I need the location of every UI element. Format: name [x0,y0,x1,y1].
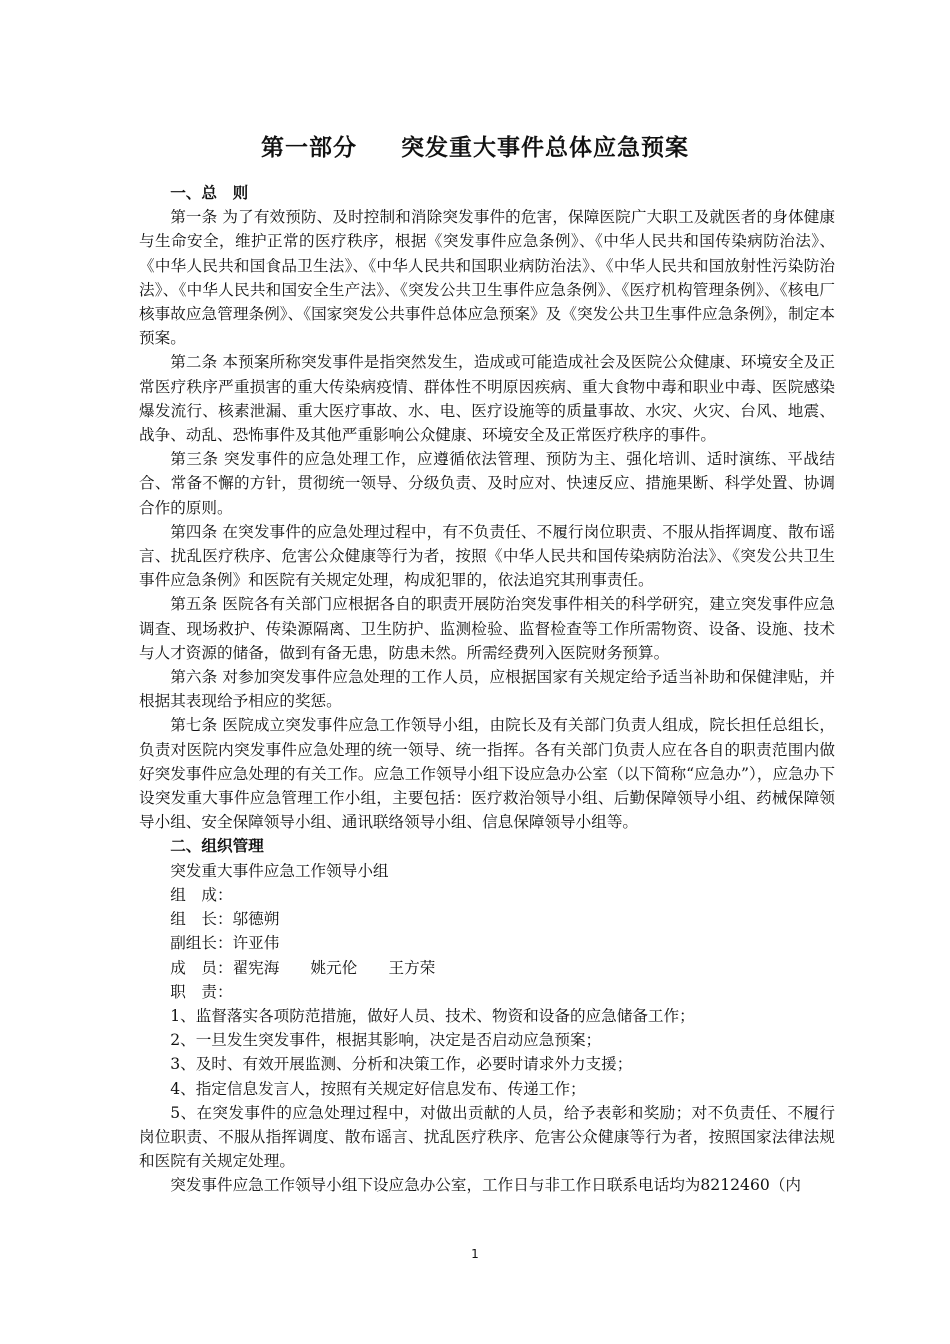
article-3: 第三条 突发事件的应急处理工作，应遵循依法管理、预防为主、强化培训、适时演练、平战结合、常备不懈的方针，贯彻统一领导、分级负责、及时应对、快速反应、措施果断、科学处置、协调合作的原则。 [139,450,835,517]
document-body [139,181,835,1198]
section-heading-general: 一、总 则 [170,183,249,202]
duty-item-4: 4、指定信息发言人，按照有关规定好信息发布、传递工作； [170,1079,586,1098]
office-note: 突发事件应急工作领导小组下设应急办公室，工作日与非工作日联系电话均为8212460（内 [170,1176,802,1195]
title-part: 第一部分 [261,134,357,161]
page-number: 1 [471,1247,479,1261]
duty-item-5: 5、在突发事件的应急处理过程中，对做出贡献的人员，给予表彰和奖励；对不负责任、不履行岗位职责、不服从指挥调度、散布谣言、扰乱医疗秩序、危害公众健康等行为者，按照国家法律法规和医院有关规定处理。 [139,1103,835,1171]
article-5: 第五条 医院各有关部门应根据各自的职责开展防治突发事件相关的科学研究，建立突发事件应急调查、现场救护、传染源隔离、卫生防护、监测检验、监督检查等工作所需物资、设备、设施、技术与人才资源的储备，做到有备无患，防患未然。所需经费列入医院财务预算。 [139,595,835,662]
document-title [0,128,950,168]
group-leader: 组 长：邬德朔 [170,910,280,929]
article-4: 第四条 在突发事件的应急处理过程中，有不负责任、不履行岗位职责、不服从指挥调度、散布谣言、扰乱医疗秩序、危害公众健康等行为者，按照《中华人民共和国传染病防治法》、《突发公共卫生事件应急条例》和医院有关规定处理，构成犯罪的，依法追究其刑事责任。 [139,522,835,590]
article-6: 第六条 对参加突发事件应急处理的工作人员，应根据国家有关规定给予适当补助和保健津贴，并根据其表现给予相应的奖惩。 [139,668,835,711]
composition-label: 组 成： [170,885,233,904]
article-2: 第二条 本预案所称突发事件是指突然发生，造成或可能造成社会及医院公众健康、环境安全及正常医疗秩序严重损害的重大传染病疫情、群体性不明原因疾病、重大食物中毒和职业中毒、医院感染爆发流行、核素泄漏、重大医疗事故、水、电、医疗设施等的质量事故、水灾、火灾、台风、地震、战争、动乱、恐怖事件及其他严重影响公众健康、环境安全及正常医疗秩序的事件。 [139,353,835,445]
leading-group-name: 突发重大事件应急工作领导小组 [170,861,389,880]
duty-item-2: 2、一旦发生突发事件，根据其影响，决定是否启动应急预案； [170,1031,602,1050]
section-heading-organization: 二、组织管理 [170,836,264,856]
duty-item-1: 1、监督落实各项防范措施，做好人员、技术、物资和设备的应急储备工作； [170,1006,695,1025]
article-7: 第七条 医院成立突发事件应急工作领导小组，由院长及有关部门负责人组成，院长担任总组长，负责对医院内突发事件应急处理的统一领导、统一指挥。各有关部门负责人应在各自的职责范围内做好突发事件应急处理的有关工作。应急工作领导小组下设应急办公室（以下简称“应急办”），应急办下设突发重大事件应急管理工作小组，主要包括：医疗救治领导小组、后勤保障领导小组、药械保障领导小组、安全保障领导小组、通讯联络领导小组、信息保障领导小组等。 [139,716,835,832]
duty-item-3: 3、及时、有效开展监测、分析和决策工作，必要时请求外力支援； [170,1055,633,1074]
duties-label: 职 责： [170,982,233,1001]
article-1: 第一条 为了有效预防、及时控制和消除突发事件的危害，保障医院广大职工及就医者的身体健康与生命安全，维护正常的医疗秩序，根据《突发事件应急条例》、《中华人民共和国传染病防治法》、《中华人民共和国食品卫生法》、《中华人民共和国职业病防治法》、《中华人民共和国放射性污染防治法》、《中华人民共和国安全生产法》、《突发公共卫生事件应急条例》、《医疗机构管理条例》、《核电厂核事故应急管理条例》、《国家突发公共事件总体应急预案》及《突发公共卫生事件应急条例》，制定本预案。 [139,208,835,348]
group-deputy: 副组长：许亚伟 [170,934,280,953]
group-members: 成 员：翟宪海 姚元伦 王方荣 [170,958,436,977]
title-text: 突发重大事件总体应急预案 [401,134,689,161]
